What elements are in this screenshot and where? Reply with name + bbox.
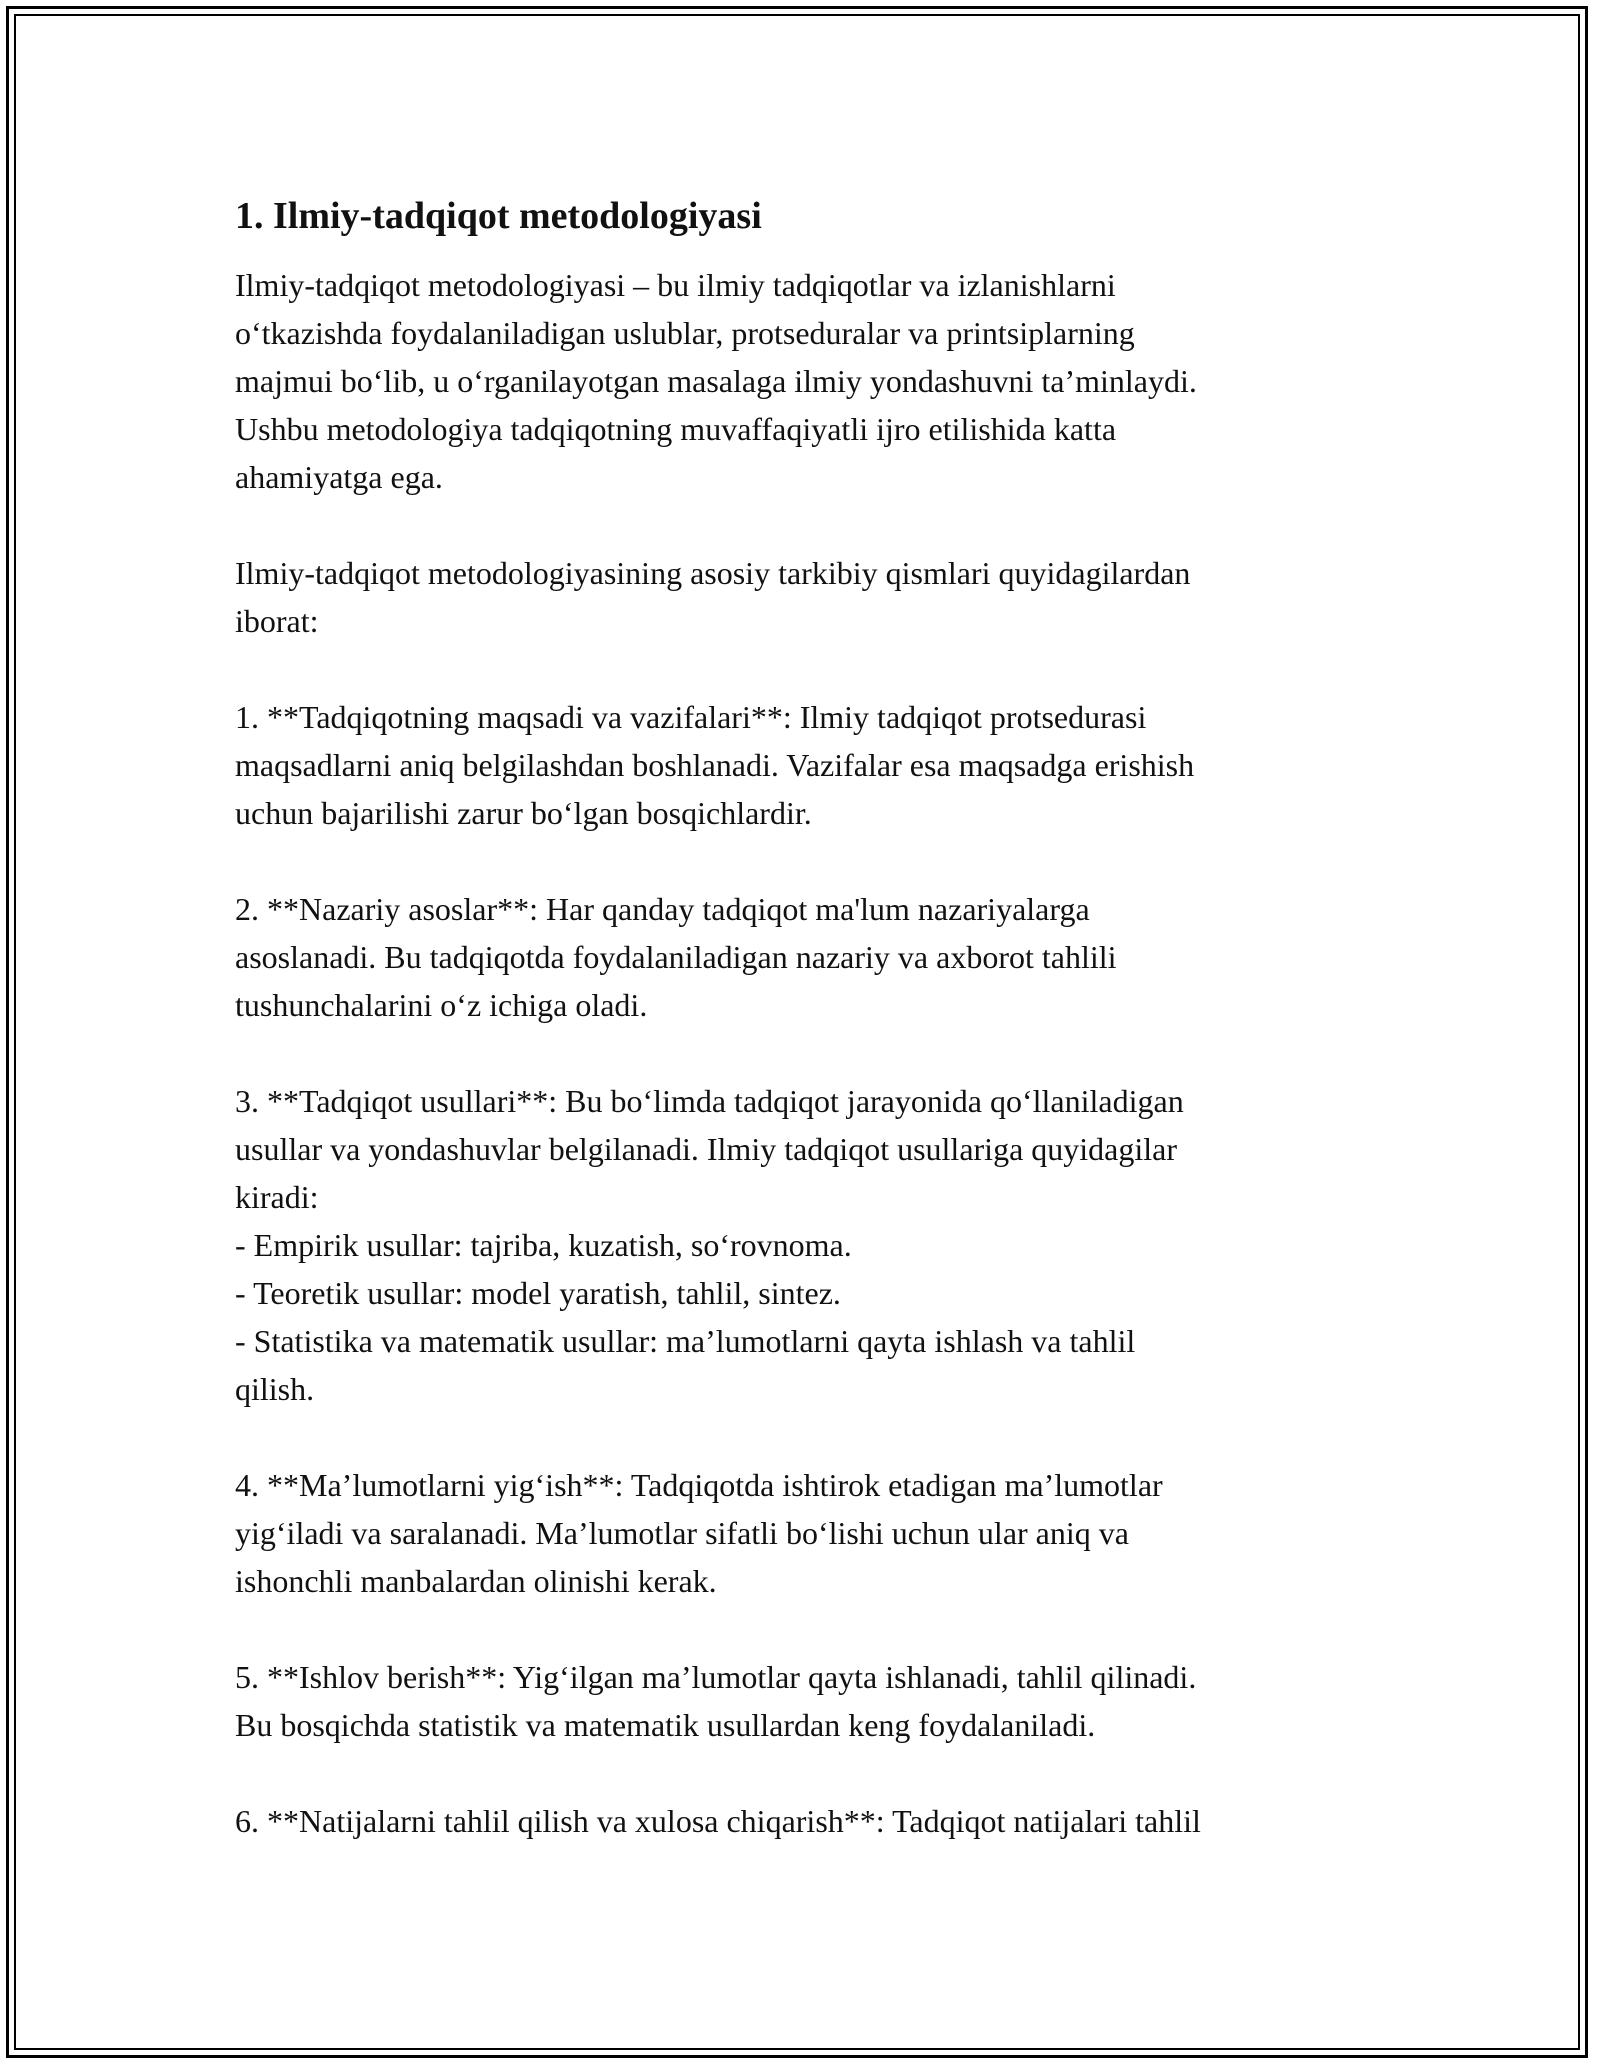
paragraph-item-5: 5. **Ishlov berish**: Yig‘ilgan ma’lumotlar qayta ishlanadi, tahlil qilinadi. Bu bosqichda statistik va matematik usullardan keng foydalaniladi.	[235, 1659, 1197, 1743]
paragraph-intro: Ilmiy-tadqiqot metodologiyasi – bu ilmiy tadqiqotlar va izlanishlarni o‘tkazishda foydalaniladigan uslublar, protseduralar va printsiplarning majmui bo‘lib, u o‘rganilayotgan masalaga ilmiy yondashuvni ta’minlaydi. Ushbu metodologiya tadqiqotning muvaffaqiyatli ijro etilishida katta ahamiyatga ega.	[235, 267, 1197, 495]
paragraph-item-4: 4. **Ma’lumotlarni yig‘ish**: Tadqiqotda ishtirok etadigan ma’lumotlar yig‘iladi va saralanadi. Ma’lumotlar sifatli bo‘lishi uchun ular aniq va ishonchli manbalardan olinishi kerak.	[235, 1467, 1163, 1599]
section-heading: 1. Ilmiy-tadqiqot metodologiyasi	[235, 195, 762, 237]
document-body	[235, 185, 1375, 1845]
paragraph-components-intro: Ilmiy-tadqiqot metodologiyasining asosiy tarkibiy qismlari quyidagilardan iborat:	[235, 555, 1191, 639]
paragraph-item-2: 2. **Nazariy asoslar**: Har qanday tadqiqot ma'lum nazariyalarga asoslanadi. Bu tadqiqotda foydalaniladigan nazariy va axborot tahlili tushunchalarini o‘z ichiga oladi.	[235, 891, 1117, 1023]
paragraph-item-3: 3. **Tadqiqot usullari**: Bu bo‘limda tadqiqot jarayonida qo‘llaniladigan usullar va yondashuvlar belgilanadi. Ilmiy tadqiqot usullariga quyidagilar kiradi: - Empirik usullar: tajriba, kuzatish, so‘rovnoma. - Teoretik usullar: model yaratish, tahlil, sintez. - Statistika va matematik usullar: ma’lumotlarni qayta ishlash va tahlil qilish.	[235, 1083, 1184, 1407]
paragraph-item-6: 6. **Natijalarni tahlil qilish va xulosa chiqarish**: Tadqiqot natijalari tahlil	[235, 1803, 1201, 1839]
paragraph-item-1: 1. **Tadqiqotning maqsadi va vazifalari**: Ilmiy tadqiqot protsedurasi maqsadlarni aniq belgilashdan boshlanadi. Vazifalar esa maqsadga erishish uchun bajarilishi zarur bo‘lgan bosqichlardir.	[235, 699, 1195, 831]
